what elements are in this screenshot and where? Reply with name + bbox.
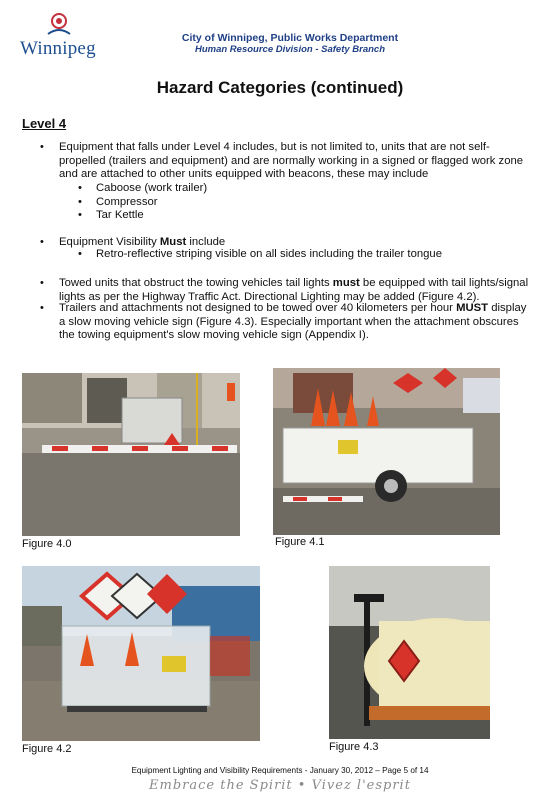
bullet-dot: • xyxy=(40,141,44,153)
figure-4-0-photo xyxy=(22,373,240,536)
list-item: • Caboose (work trailer) xyxy=(78,182,208,194)
list-item: • Retro-reflective striping visible on all sides including the trailer tongue xyxy=(78,248,442,260)
city-tagline: Embrace the Spirit • Vivez l'esprit xyxy=(149,778,411,793)
figure-caption: Figure 4.0 xyxy=(22,538,72,550)
org-name: City of Winnipeg, Public Works Department xyxy=(181,32,399,44)
list-item: • Tar Kettle xyxy=(78,209,144,222)
bullet-dot: • xyxy=(40,302,44,314)
sub-list xyxy=(78,182,207,223)
list-item: • Compressor xyxy=(78,195,158,208)
figure-caption: Figure 4.1 xyxy=(275,536,325,548)
org-division: Human Resource Division - Safety Branch xyxy=(194,44,386,55)
figure-caption: Figure 4.2 xyxy=(22,743,72,755)
para-towed-units: Towed units that obstruct the towing vehicles tail lights must be equipped with tail lights/signal lights as per the Highway Traffic Act. Directional Lighting may be added (Figure 4.2). xyxy=(59,277,529,303)
figure-4-2-photo xyxy=(22,566,260,741)
city-logo-icon xyxy=(46,10,72,40)
section-heading: Level 4 xyxy=(22,116,67,131)
bullet-dot: • xyxy=(40,277,44,289)
figure-4-1-photo xyxy=(273,368,500,535)
page-title: Hazard Categories (continued) xyxy=(156,78,404,97)
para-level4-scope: Equipment that falls under Level 4 includes, but is not limited to, units that are not self- propelled (trailers and equipment) and are normally working in a signed or flagged work zone and are attached to other units equipped with beacons, these may include xyxy=(59,141,524,181)
bullet-dot: • xyxy=(40,236,44,248)
figure-caption: Figure 4.3 xyxy=(329,741,379,753)
figure-4-3-photo xyxy=(329,566,490,739)
logo-wordmark: Winnipeg xyxy=(20,38,96,59)
para-visibility: Equipment Visibility Must include xyxy=(59,236,226,248)
page-footer: Equipment Lighting and Visibility Requirements - January 30, 2012 – Page 5 of 14 xyxy=(131,766,429,775)
para-slow-moving: Trailers and attachments not designed to be towed over 40 kilometers per hour MUST display a slow moving vehicle sign (Figure 4.3). Especially important when the attachment obscures the towing equipment's slow moving vehicle sign (Appendix I). xyxy=(59,302,527,342)
